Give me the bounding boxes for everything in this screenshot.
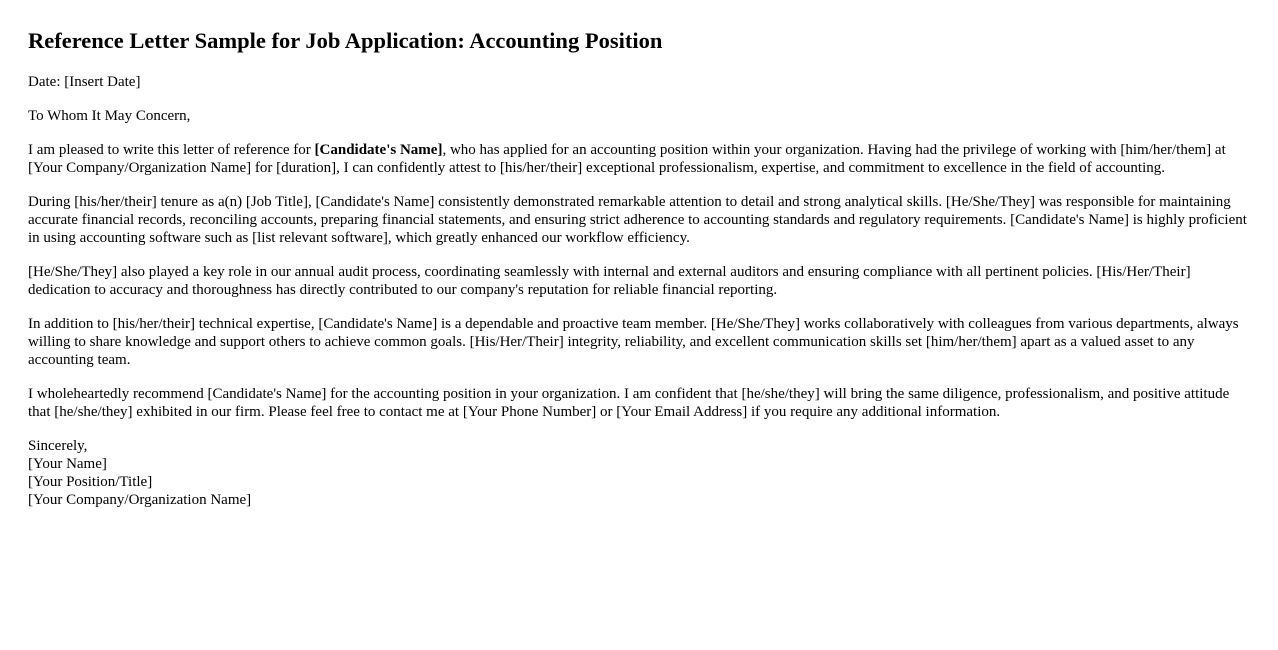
paragraph-audit: [He/She/They] also played a key role in our annual audit process, coordinating seamlessly with internal and external auditors and ensuring compliance with all pertinent policies. [His/Her/Their] dedication to accuracy and thoroughness has directly contributed to our company's reputation for reliable financial reporting.	[28, 264, 1191, 298]
signer-position: [Your Position/Title]	[28, 474, 153, 490]
page-title: Reference Letter Sample for Job Application: Accounting Position	[28, 28, 663, 53]
paragraph-teamwork: In addition to [his/her/their] technical expertise, [Candidate's Name] is a dependable and proactive team member. [He/She/They] works collaboratively with colleagues from various departments, always willing to share knowledge and support others to achieve common goals. [His/Her/Their] integrity, reliability, and excellent communication skills set [him/her/them] apart as a valued asset to any accounting team.	[28, 316, 1239, 368]
paragraph-intro	[28, 141, 1250, 177]
paragraph-tenure: During [his/her/their] tenure as a(n) [Job Title], [Candidate's Name] consistently demonstrated remarkable attention to detail and strong analytical skills. [He/She/They] was responsible for maintaining accurate financial records, reconciling accounts, preparing financial statements, and ensuring strict adherence to accounting standards and regulatory requirements. [Candidate's Name] is highly proficient in using accounting software such as [list relevant software], which greatly enhanced our workflow efficiency.	[28, 194, 1247, 246]
date-line: Date: [Insert Date]	[28, 74, 141, 90]
signer-company: [Your Company/Organization Name]	[28, 492, 252, 508]
salutation: To Whom It May Concern,	[28, 108, 191, 124]
signer-name: [Your Name]	[28, 456, 107, 472]
intro-text-before: I am pleased to write this letter of reference for	[28, 142, 315, 158]
paragraph-recommendation: I wholeheartedly recommend [Candidate's Name] for the accounting position in your organization. I am confident that [he/she/they] will bring the same diligence, professionalism, and positive attitude that [he/she/they] exhibited in our firm. Please feel free to contact me at [Your Phone Number] or [Your Email Address] if you require any additional information.	[28, 386, 1230, 420]
sign-off: Sincerely,	[28, 438, 88, 454]
intro-text-after: , who has applied for an accounting position within your organization. Having had the privilege of working with [him/her/them] at [Your Company/Organization Name] for [duration], I can confidently attest to [his/her/their] exceptional professionalism, expertise, and commitment to excellence in the field of accounting.	[28, 142, 1226, 176]
signature-block	[28, 437, 1250, 509]
candidate-name-bold: [Candidate's Name]	[314, 142, 443, 158]
